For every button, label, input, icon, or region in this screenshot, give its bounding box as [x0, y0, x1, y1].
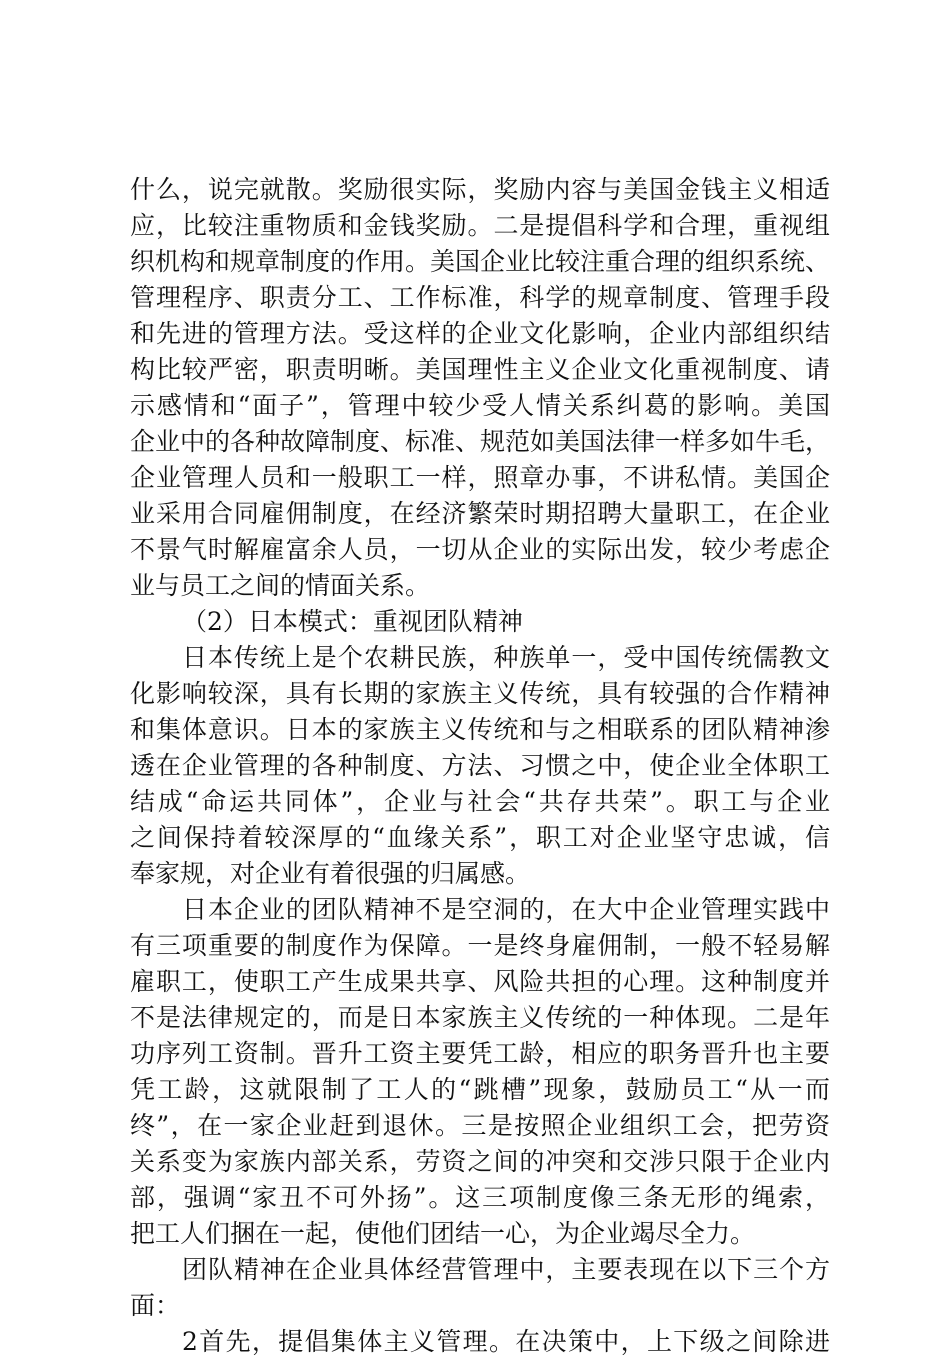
text-line: 关系变为家族内部关系，劳资之间的冲突和交涉只限于企业内	[130, 1147, 830, 1176]
section-heading-japanese-model	[130, 604, 830, 640]
text-line: 和先进的管理方法。受这样的企业文化影响，企业内部组织结	[130, 319, 830, 348]
paragraph-team-spirit-systems	[130, 892, 830, 1252]
text-line: 织机构和规章制度的作用。美国企业比较注重合理的组织系统、	[130, 247, 831, 276]
text-line: 企业中的各种故障制度、标准、规范如美国法律一样多如牛毛，	[130, 427, 831, 456]
paragraph-japanese-tradition	[130, 640, 830, 892]
text-line: 把工人们捆在一起，使他们团结一心，为企业竭尽全力。	[130, 1219, 756, 1248]
text-line: 有三项重要的制度作为保障。一是终身雇佣制，一般不轻易解	[130, 931, 830, 960]
text-line: 应，比较注重物质和金钱奖励。二是提倡科学和合理，重视组	[130, 211, 830, 240]
text-line: 管理程序、职责分工、工作标准，科学的规章制度、管理手段	[130, 283, 830, 312]
text-line: 透在企业管理的各种制度、方法、习惯之中，使企业全体职工	[130, 751, 830, 780]
text-line: 不景气时解雇富余人员，一切从企业的实际出发，较少考虑企	[130, 535, 830, 564]
text-line: 雇职工，使职工产生成果共享、风险共担的心理。这种制度并	[130, 967, 830, 996]
text-line: 奉家规，对企业有着很强的归属感。	[130, 859, 531, 888]
paragraph-american-model-continued	[130, 172, 830, 604]
text-line: 日本企业的团队精神不是空洞的，在大中企业管理实践中	[182, 895, 830, 924]
text-line: 凭工龄，这就限制了工人的“跳槽”现象，鼓励员工“从一而	[130, 1075, 830, 1104]
text-line: 终”，在一家企业赶到退休。三是按照企业组织工会，把劳资	[130, 1111, 830, 1140]
text-line: 团队精神在企业具体经营管理中，主要表现在以下三个方	[182, 1255, 830, 1284]
heading-text: （2）日本模式：重视团队精神	[182, 607, 523, 636]
text-line: 示感情和“面子”，管理中较少受人情关系纠葛的影响。美国	[130, 391, 830, 420]
text-line: 功序列工资制。晋升工资主要凭工龄，相应的职务晋升也主要	[130, 1039, 830, 1068]
text-line: 结成“命运共同体”，企业与社会“共存共荣”。职工与企业	[130, 787, 830, 816]
text-line: 2首先，提倡集体主义管理。在决策中，上下级之间除进	[182, 1327, 830, 1356]
text-line: 部，强调“家丑不可外扬”。这三项制度像三条无形的绳索，	[130, 1183, 830, 1212]
paragraph-three-aspects	[130, 1252, 830, 1324]
text-line: 业采用合同雇佣制度，在经济繁荣时期招聘大量职工，在企业	[130, 499, 830, 528]
text-line: 企业管理人员和一般职工一样，照章办事，不讲私情。美国企	[130, 463, 830, 492]
text-line: 化影响较深，具有长期的家族主义传统，具有较强的合作精神	[130, 679, 830, 708]
text-line: 业与员工之间的情面关系。	[130, 571, 431, 600]
text-line: 什么，说完就散。奖励很实际，奖励内容与美国金钱主义相适	[130, 175, 830, 204]
document-body	[130, 172, 830, 1360]
text-line: 日本传统上是个农耕民族，种族单一，受中国传统儒教文	[182, 643, 830, 672]
text-line: 构比较严密，职责明晰。美国理性主义企业文化重视制度、请	[130, 355, 830, 384]
text-line: 和集体意识。日本的家族主义传统和与之相联系的团队精神渗	[130, 715, 830, 744]
text-line: 不是法律规定的，而是日本家族主义传统的一种体现。二是年	[130, 1003, 830, 1032]
text-line: 面：	[130, 1291, 181, 1320]
text-line: 之间保持着较深厚的“血缘关系”，职工对企业坚守忠诚，信	[130, 823, 830, 852]
paragraph-collective-management	[130, 1324, 830, 1360]
